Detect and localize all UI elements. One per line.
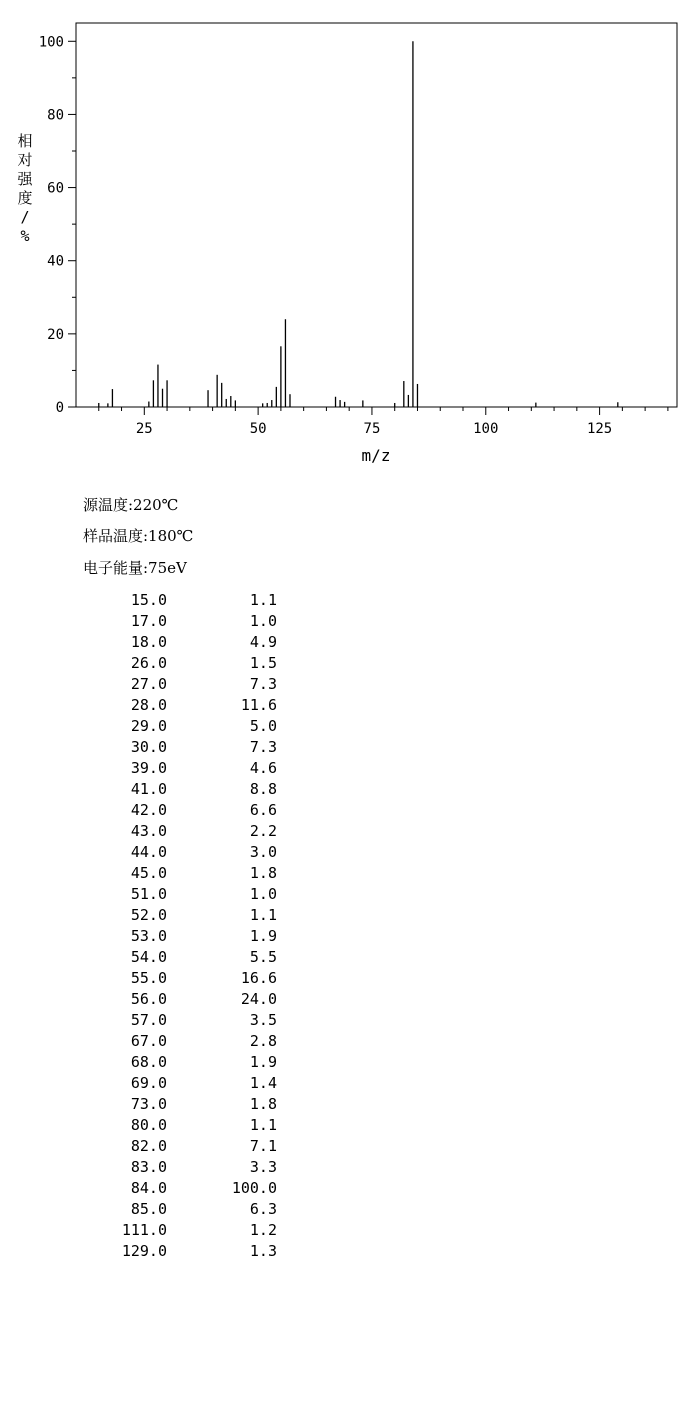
peak-row [0,653,300,674]
peak-row [0,926,300,947]
peak-mz: 68.0 [130,1053,167,1071]
peak-abundance: 1.1 [249,906,277,924]
peak-row [0,1136,300,1157]
peak-row [0,968,300,989]
peak-abundance: 6.3 [249,1200,277,1218]
peak-mz: 44.0 [130,843,167,861]
peak-mz: 45.0 [130,864,167,882]
peak-mz: 82.0 [130,1137,167,1155]
peak-list [0,590,300,1262]
peak-abundance: 2.8 [249,1032,277,1050]
y-tick-label: 40 [47,253,64,270]
peak-abundance: 6.6 [249,801,277,819]
peak-row [0,737,300,758]
peak-abundance: 1.8 [249,864,277,882]
peak-abundance: 1.2 [249,1221,277,1239]
peak-mz: 43.0 [130,822,167,840]
peak-row [0,842,300,863]
y-axis-label-char: 相 [17,132,33,150]
peak-abundance: 16.6 [240,969,277,987]
peak-row [0,1073,300,1094]
peak-mz: 67.0 [130,1032,167,1050]
peak-abundance: 1.1 [249,591,277,609]
peak-row [0,1052,300,1073]
x-tick-label: 50 [249,421,267,437]
peak-row [0,1115,300,1136]
peak-row [0,716,300,737]
peak-abundance: 1.9 [249,1053,277,1071]
peak-mz: 51.0 [130,885,167,903]
peak-mz: 111.0 [121,1221,167,1239]
peak-row [0,989,300,1010]
peak-mz: 29.0 [130,717,167,735]
peak-row [0,1199,300,1220]
peak-row [0,611,300,632]
peak-mz: 55.0 [130,969,167,987]
peak-abundance: 4.6 [249,759,277,777]
peak-abundance: 1.4 [249,1074,277,1092]
peak-mz: 39.0 [130,759,167,777]
peak-row [0,1220,300,1241]
peak-mz: 28.0 [130,696,167,714]
x-axis [99,407,668,437]
peak-row [0,1178,300,1199]
peak-abundance: 3.0 [249,843,277,861]
source-temperature: 源温度:220℃ [83,496,179,514]
peak-mz: 54.0 [130,948,167,966]
peak-row [0,1157,300,1178]
peak-abundance: 5.0 [249,717,277,735]
y-axis-label [17,132,33,245]
peak-mz: 41.0 [130,780,167,798]
y-tick-label: 100 [38,34,64,51]
mass-spectrum-chart [0,0,687,480]
peak-mz: 53.0 [130,927,167,945]
y-axis-label-char: % [20,227,30,245]
peak-row [0,1010,300,1031]
peak-abundance: 5.5 [249,948,277,966]
x-axis-label: m/z [361,446,391,465]
peak-mz: 52.0 [130,906,167,924]
peak-row [0,821,300,842]
y-axis-label-char: 强 [17,170,33,188]
peak-row [0,863,300,884]
peak-row [0,632,300,653]
y-tick-label: 0 [55,400,64,416]
peak-abundance: 1.9 [249,927,277,945]
peak-abundance: 100.0 [231,1179,277,1197]
peak-abundance: 24.0 [240,990,277,1008]
y-tick-label: 60 [47,180,64,197]
y-axis-label-char: 对 [17,151,33,169]
peak-abundance: 2.2 [249,822,277,840]
x-tick-label: 25 [135,421,153,437]
peak-row [0,947,300,968]
peak-mz: 26.0 [130,654,167,672]
y-tick-label: 80 [47,107,64,124]
peak-mz: 17.0 [130,612,167,630]
y-axis-label-char: / [20,208,30,226]
peak-abundance: 8.8 [249,780,277,798]
peak-abundance: 7.3 [249,675,277,693]
peak-mz: 30.0 [130,738,167,756]
peak-row [0,758,300,779]
spectrum-bars [99,41,618,407]
sample-temperature: 样品温度:180℃ [83,527,194,545]
peak-row [0,800,300,821]
peak-mz: 42.0 [130,801,167,819]
peak-mz: 80.0 [130,1116,167,1134]
x-tick-label: 75 [363,421,381,437]
peak-abundance: 7.1 [249,1137,277,1155]
peak-abundance: 11.6 [240,696,277,714]
peak-abundance: 1.3 [249,1242,277,1260]
peak-abundance: 3.5 [249,1011,277,1029]
peak-abundance: 7.3 [249,738,277,756]
peak-row [0,884,300,905]
peak-row [0,590,300,611]
peak-mz: 69.0 [130,1074,167,1092]
peak-abundance: 1.0 [249,885,277,903]
peak-mz: 84.0 [130,1179,167,1197]
peak-mz: 27.0 [130,675,167,693]
peak-row [0,695,300,716]
peak-row [0,1241,300,1262]
plot-frame [76,23,677,407]
peak-mz: 15.0 [130,591,167,609]
peak-abundance: 1.0 [249,612,277,630]
peak-mz: 56.0 [130,990,167,1008]
peak-mz: 83.0 [130,1158,167,1176]
peak-abundance: 3.3 [249,1158,277,1176]
peak-abundance: 1.5 [249,654,277,672]
y-axis [39,34,76,416]
peak-abundance: 4.9 [249,633,277,651]
y-tick-label: 20 [47,326,64,343]
peak-abundance: 1.8 [249,1095,277,1113]
x-tick-label: 100 [473,421,499,437]
peak-row [0,1094,300,1115]
peak-abundance: 1.1 [249,1116,277,1134]
peak-mz: 18.0 [130,633,167,651]
peak-row [0,779,300,800]
peak-row [0,905,300,926]
peak-mz: 85.0 [130,1200,167,1218]
y-axis-label-char: 度 [17,189,33,207]
peak-row [0,674,300,695]
peak-mz: 57.0 [130,1011,167,1029]
x-tick-label: 125 [586,421,613,437]
peak-mz: 73.0 [130,1095,167,1113]
electron-energy: 电子能量:75eV [83,559,187,577]
peak-row [0,1031,300,1052]
peak-mz: 129.0 [121,1242,167,1260]
